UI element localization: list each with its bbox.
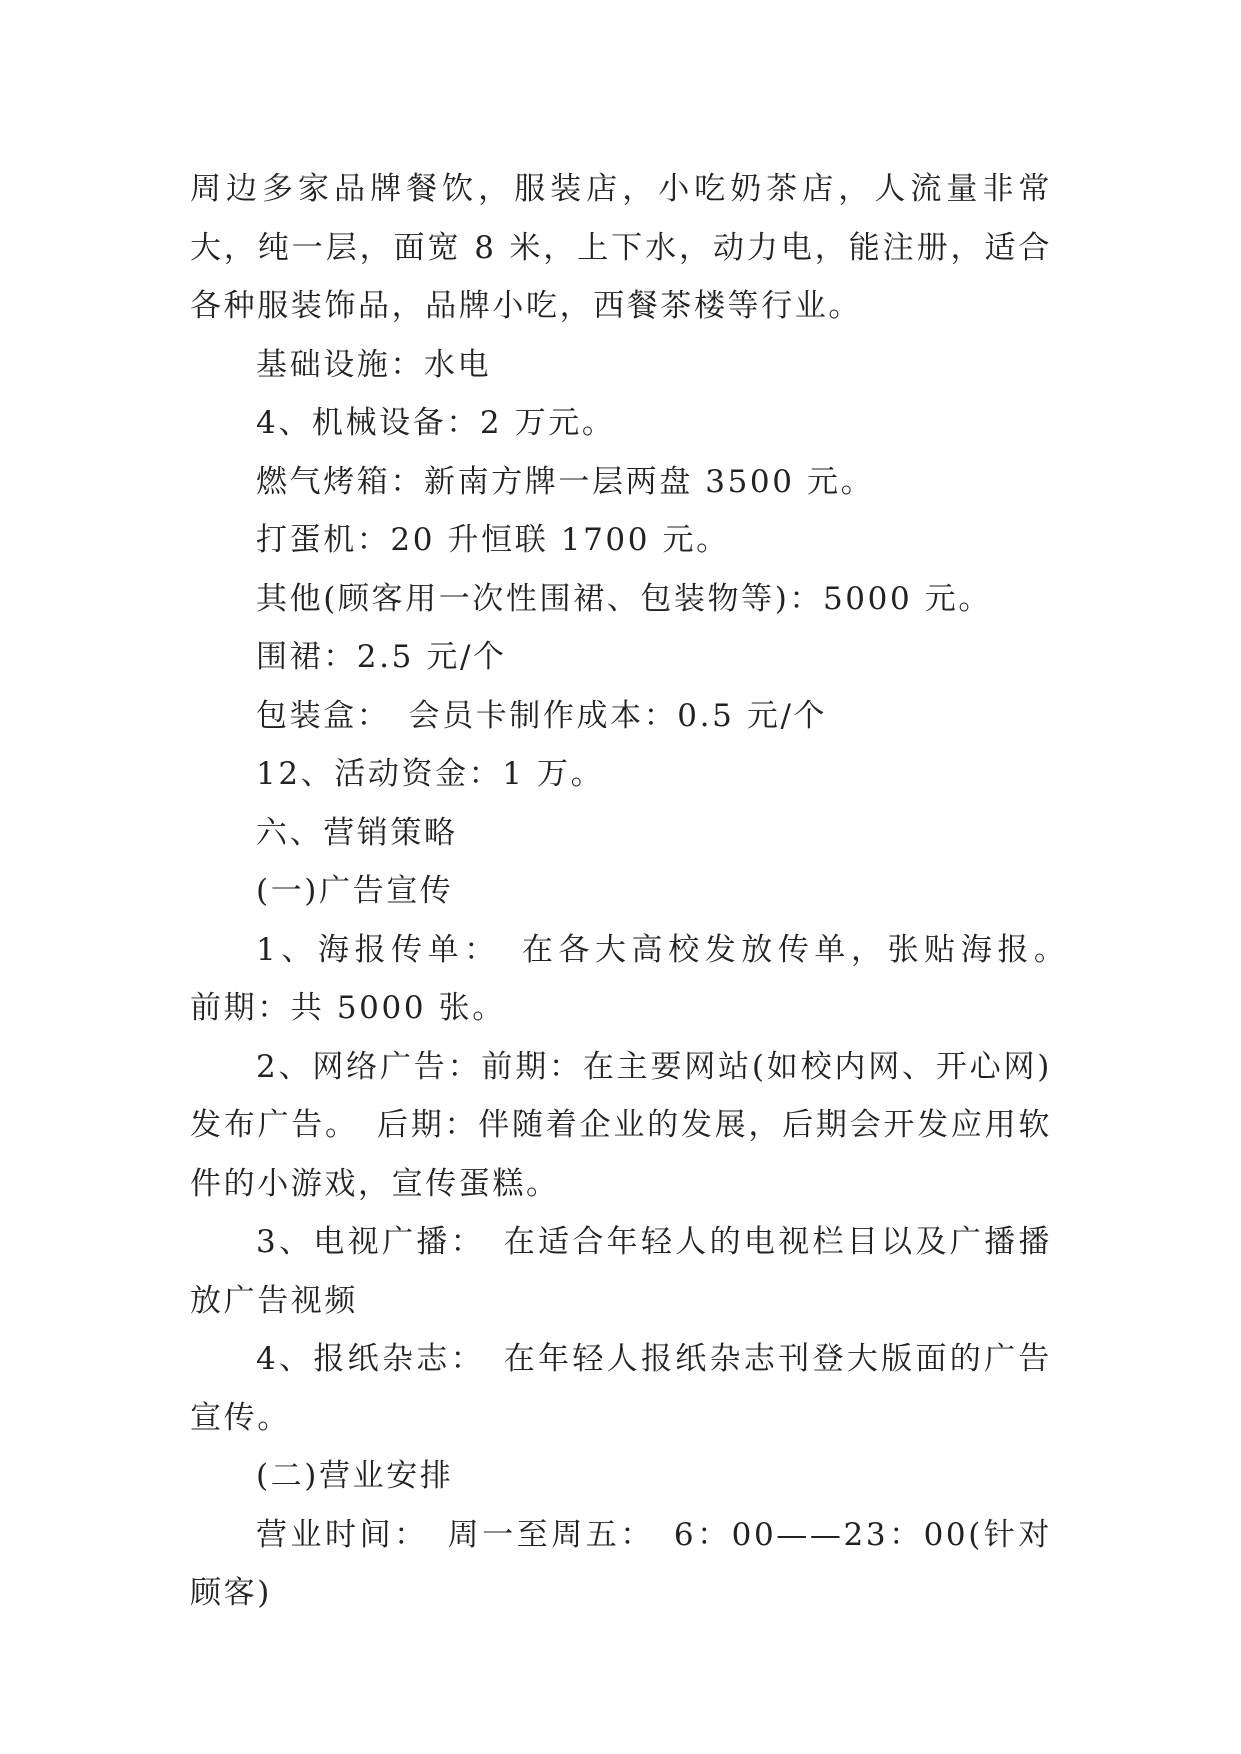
- section-heading-marketing: 六、营销策略: [256, 814, 458, 851]
- paragraph-packaging: 包装盒： 会员卡制作成本：0.5 元/个: [256, 697, 828, 734]
- subsection-heading-operations: (二)营业安排: [256, 1458, 454, 1494]
- paragraph-equipment: 4、机械设备：2 万元。: [256, 405, 616, 441]
- paragraph-other-costs: 其他(顾客用一次性围裙、包装物等)：5000 元。: [256, 580, 992, 617]
- paragraph-gas-oven: 燃气烤箱：新南方牌一层两盘 3500 元。: [256, 463, 875, 500]
- paragraph-infrastructure: 基础设施：水电: [256, 346, 492, 383]
- paragraph-newspapers: 4、报纸杂志： 在年轻人报纸杂志刊登大版面的广告宣传。: [190, 1341, 1052, 1436]
- paragraph-posters-flyers: 1、海报传单： 在各大高校发放传单，张贴海报。 前期：共 5000 张。: [190, 931, 1086, 1026]
- paragraph-business-hours: 营业时间： 周一至周五： 6：00——23：00(针对顾客): [190, 1516, 1052, 1611]
- document-page: [190, 160, 1086, 1623]
- paragraph-activity-funds: 12、活动资金：1 万。: [256, 756, 605, 792]
- paragraph-online-ads: 2、网络广告：前期：在主要网站(如校内网、开心网)发布广告。 后期：伴随着企业的发展，后期会开发应用软件的小游戏，宣传蛋糕。: [190, 1048, 1052, 1202]
- subsection-heading-advertising: (一)广告宣传: [256, 873, 454, 909]
- paragraph-egg-beater: 打蛋机：20 升恒联 1700 元。: [256, 522, 730, 558]
- paragraph-tv-radio: 3、电视广播： 在适合年轻人的电视栏目以及广播播放广告视频: [190, 1224, 1052, 1319]
- paragraph-apron: 围裙：2.5 元/个: [256, 639, 507, 675]
- paragraph-store-description: 周边多家品牌餐饮，服装店，小吃奶茶店，人流量非常大，纯一层，面宽 8 米，上下水，动力电，能注册，适合各种服装饰品，品牌小吃，西餐茶楼等行业。: [190, 171, 1052, 324]
